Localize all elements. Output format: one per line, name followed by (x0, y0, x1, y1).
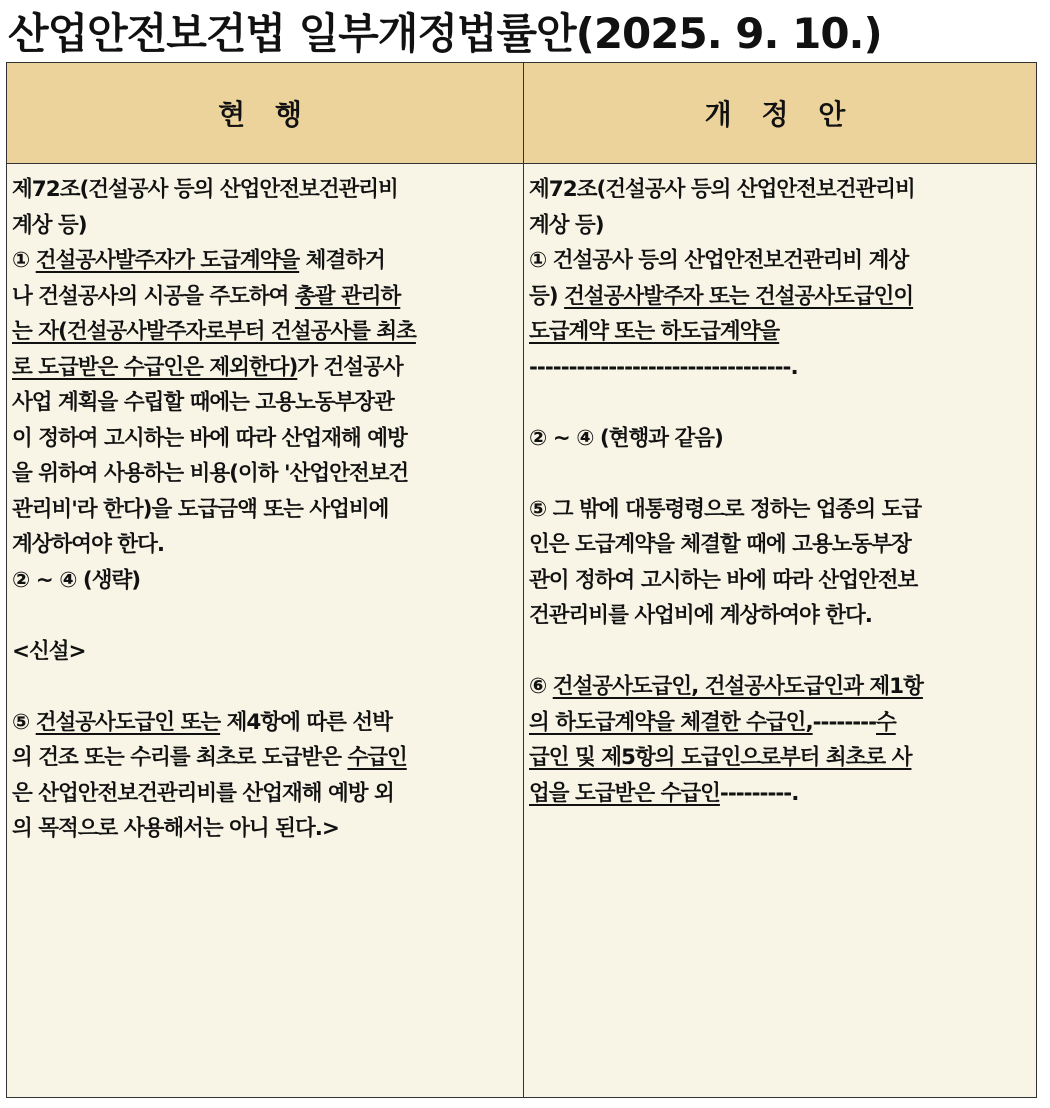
amended-text: 건설공사도급인, 건설공사도급인과 제1항 (552, 674, 923, 699)
amended-text: 는 자(건설공사발주자로부터 건설공사를 최초 (12, 319, 416, 344)
text-line (12, 172, 519, 208)
current-law-cell (7, 164, 524, 1098)
amended-text: 의 하도급계약을 체결한 수급인, (529, 709, 813, 735)
amended-text: 건설공사발주자가 도급계약을 (35, 248, 300, 273)
text-line (12, 350, 519, 386)
amended-text: 업을 도급받은 수급인 (529, 780, 720, 806)
text-segment: 제72조(건설공사 등의 산업안전보건관리비 (12, 177, 398, 202)
text-segment: 제4항에 따른 선박 (220, 709, 392, 735)
blank-line (529, 456, 1032, 492)
amended-text: 급인 및 제5항의 도급인으로부터 최초로 사 (529, 745, 912, 770)
amended-text: 건설공사발주자 또는 건설공사도급인이 (564, 283, 914, 309)
text-line (12, 279, 519, 315)
amended-text: 수 (876, 709, 896, 735)
text-line (529, 705, 1032, 741)
blank-line (12, 669, 519, 705)
text-segment: ① (12, 248, 36, 273)
text-line (12, 314, 519, 350)
text-segment: 나 건설공사의 시공을 주도하여 (12, 283, 295, 309)
text-segment: 가 건설공사 (297, 354, 403, 380)
text-segment: -------- (812, 709, 877, 735)
amended-text: 로 도급받은 수급인은 제외한다) (12, 354, 298, 380)
text-segment: 체결하거 (299, 248, 385, 273)
text-line (529, 669, 1032, 705)
text-line (12, 492, 519, 528)
text-line (12, 243, 519, 279)
text-line (529, 172, 1032, 208)
page-title: 산업안전보건법 일부개정법률안(2025. 9. 10.) (8, 9, 882, 58)
text-segment: 이 정하여 고시하는 바에 따라 산업재해 예방 (12, 425, 407, 451)
text-segment: 건관리비를 사업비에 계상하여야 한다. (529, 603, 872, 628)
text-segment: 은 산업안전보건관리비를 산업재해 예방 외 (12, 780, 394, 806)
text-segment: 을 위하여 사용하는 비용(이하 '산업안전보건 (12, 461, 409, 486)
text-line (529, 243, 1032, 279)
text-line (12, 740, 519, 776)
text-line (529, 740, 1032, 776)
text-line (529, 421, 1032, 457)
text-segment: ⑤ 그 밖에 대통령령으로 정하는 업종의 도급 (529, 496, 922, 522)
text-segment: 계상하여야 한다. (12, 532, 165, 557)
text-line (12, 527, 519, 563)
text-segment: ---------. (719, 780, 799, 806)
text-segment: <신설> (12, 638, 86, 664)
text-line (12, 563, 519, 599)
blank-line (529, 634, 1032, 670)
amended-text: 건설공사도급인 또는 (35, 709, 221, 735)
text-line (529, 350, 1032, 386)
text-line (529, 776, 1032, 812)
text-line (12, 385, 519, 421)
amended-text: 수급인 (347, 745, 407, 770)
header-current: 현 행 (7, 63, 524, 164)
text-segment: 관리비'라 한다)을 도급금액 또는 사업비에 (12, 496, 389, 522)
amended-text: 총괄 관리하 (294, 283, 401, 309)
text-segment: 계상 등) (12, 212, 87, 238)
text-line (529, 208, 1032, 244)
text-line (12, 208, 519, 244)
text-line (529, 598, 1032, 634)
text-segment: 제72조(건설공사 등의 산업안전보건관리비 (529, 177, 915, 202)
text-line (529, 492, 1032, 528)
text-segment: 사업 계획을 수립할 때에는 고용노동부장관 (12, 390, 394, 415)
text-line (12, 705, 519, 741)
text-segment: 관이 정하여 고시하는 바에 따라 산업안전보 (529, 567, 918, 593)
text-line (12, 634, 519, 670)
text-segment: 인은 도급계약을 체결할 때에 고용노동부장 (529, 532, 911, 557)
text-line (12, 776, 519, 812)
text-line (529, 527, 1032, 563)
text-line (529, 314, 1032, 350)
text-segment: ① 건설공사 등의 산업안전보건관리비 계상 (529, 248, 909, 273)
header-row (7, 63, 1037, 164)
text-segment: ② ~ ④ (현행과 같음) (529, 425, 723, 451)
blank-line (529, 385, 1032, 421)
text-line (12, 421, 519, 457)
text-segment: ---------------------------------. (529, 354, 798, 380)
text-segment: ⑤ (12, 709, 36, 735)
text-segment: 의 목적으로 사용해서는 아니 된다.> (12, 816, 339, 841)
blank-line (12, 598, 519, 634)
text-line (529, 563, 1032, 599)
content-row (7, 164, 1037, 1098)
text-line (12, 811, 519, 847)
comparison-table (6, 62, 1037, 1098)
text-segment: ⑥ (529, 674, 553, 699)
amended-text: 도급계약 또는 하도급계약을 (529, 319, 780, 344)
text-line (529, 279, 1032, 315)
text-segment: ② ~ ④ (생략) (12, 567, 141, 593)
text-segment: 계상 등) (529, 212, 604, 238)
text-segment: 등) (529, 283, 565, 309)
header-revised: 개 정 안 (524, 63, 1037, 164)
revised-law-cell (524, 164, 1037, 1098)
text-segment: 의 건조 또는 수리를 최초로 도급받은 (12, 745, 348, 770)
text-line (12, 456, 519, 492)
